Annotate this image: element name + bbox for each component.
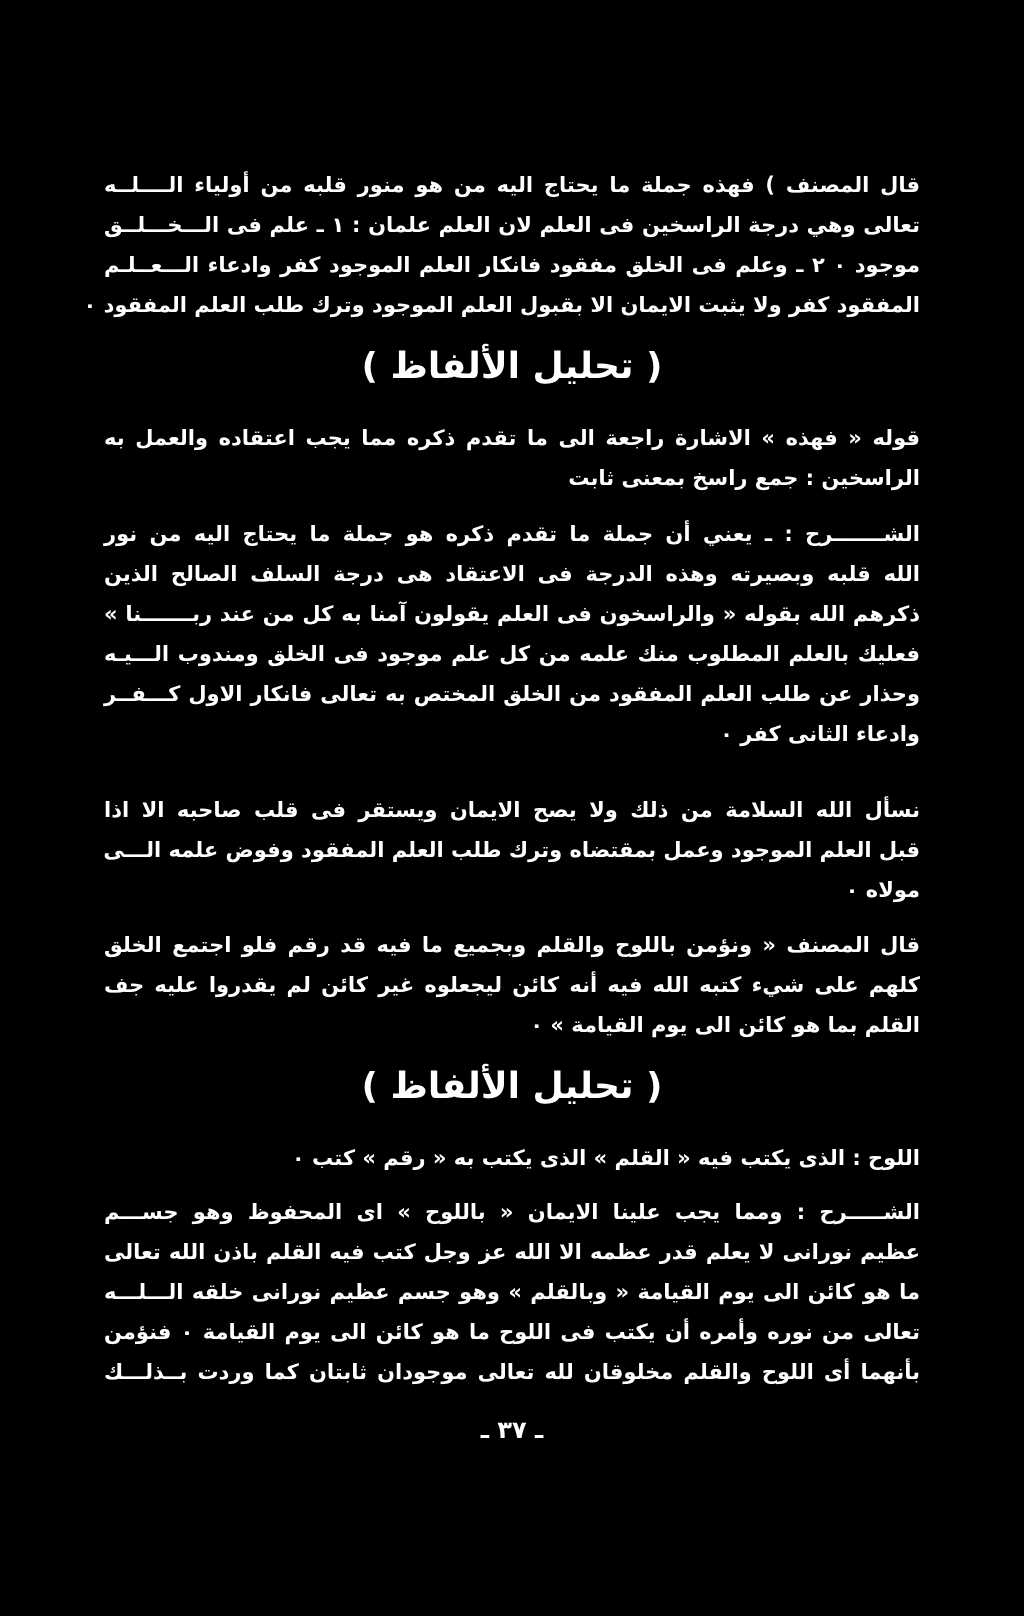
text-line: ذكرهم الله بقوله « والراسخون فى العلم يقولون آمنا به كل من عند ربـــــــنا » [104,602,920,626]
text-line: مولاه ٠ [845,878,920,902]
text-line: اللوح : الذى يكتب فيه « القلم » الذى يكتب به « رقم » كتب ٠ [291,1146,920,1170]
text-line: عظيم نورانى لا يعلم قدر عظمه الا الله عز وجل كتب فيه القلم باذن الله تعالى [104,1240,920,1264]
text-line: الله قلبه وبصيرته وهذه الدرجة فى الاعتقاد هى درجة السلف الصالح الذين [104,562,920,586]
text-line: بأنهما أى اللوح والقلم مخلوقان لله تعالى موجودان ثابتان كما وردت بــذلـــك [104,1360,920,1384]
paragraph-author-statement-2 [104,925,920,1045]
paragraph-word-analysis-2 [104,1138,920,1178]
text-line: قال المصنف ) فهذه جملة ما يحتاج اليه من هو منور قلبه من أولياء الــــلــه [104,173,920,197]
text-line: ما هو كائن الى يوم القيامة « وبالقلم » وهو جسم عظيم نورانى خلقه الـــلـــه [104,1280,920,1304]
text-line: قوله « فهذه » الاشارة راجعة الى ما تقدم ذكره مما يجب اعتقاده والعمل به [104,426,920,450]
text-line: وحذار عن طلب العلم المفقود من الخلق المختص به تعالى فانكار الاول كـــفــر [104,682,920,706]
text-line: تعالى من نوره وأمره أن يكتب فى اللوح ما هو كائن الى يوم القيامة ٠ فنؤمن [104,1320,920,1344]
paragraph-word-analysis-1 [104,418,920,498]
text-line: قبل العلم الموجود وعمل بمقتضاه وترك طلب العلم المفقود وفوض علمه الـــى [103,838,920,862]
text-line: القلم بما هو كائن الى يوم القيامة » ٠ [530,1013,920,1037]
text-line: الشـــــــرح : ـ يعني أن جملة ما تقدم ذكره هو جملة ما يحتاج اليه من نور [104,522,920,546]
text-line: الشـــــرح : ومما يجب علينا الايمان « باللوح » اى المحفوظ وهو جســـم [104,1200,920,1224]
text-line: نسأل الله السلامة من ذلك ولا يصح الايمان ويستقر فى قلب صاحبه الا اذا [104,798,920,822]
section-heading-word-analysis: ( تحليل الألفاظ ) [361,346,663,387]
text-line: فعليك بالعلم المطلوب منك علمه من كل علم موجود فى الخلق ومندوب الـــيـه [104,642,920,666]
text-line: موجود ٠ ٢ ـ وعلم فى الخلق مفقود فانكار العلم الموجود كفر وادعاء الـــعــلـم [104,253,920,277]
text-line: تعالى وهي درجة الراسخين فى العلم لان العلم علمان : ١ ـ علم فى الـــخـــلــق [104,213,920,237]
page-number: ـ ٣٧ ـ [480,1416,544,1444]
paragraph-explanation-2 [104,790,920,910]
text-line: الراسخين : جمع راسخ بمعنى ثابت [568,466,920,490]
paragraph-explanation-1 [104,514,920,754]
text-line: كلهم على شيء كتبه الله فيه أنه كائن ليجعلوه غير كائن لم يقدروا عليه جف [104,973,920,997]
paragraph-author-statement-1 [83,165,920,325]
paragraph-explanation-3 [104,1192,920,1392]
section-heading-word-analysis-2: ( تحليل الألفاظ ) [361,1066,663,1107]
text-line: وادعاء الثانى كفر ٠ [720,722,920,746]
text-line: قال المصنف « ونؤمن باللوح والقلم وبجميع ما فيه قد رقم فلو اجتمع الخلق [104,933,920,957]
text-line: المفقود كفر ولا يثبت الايمان الا بقبول العلم الموجود وترك طلب العلم المفقود ٠ [83,293,920,317]
